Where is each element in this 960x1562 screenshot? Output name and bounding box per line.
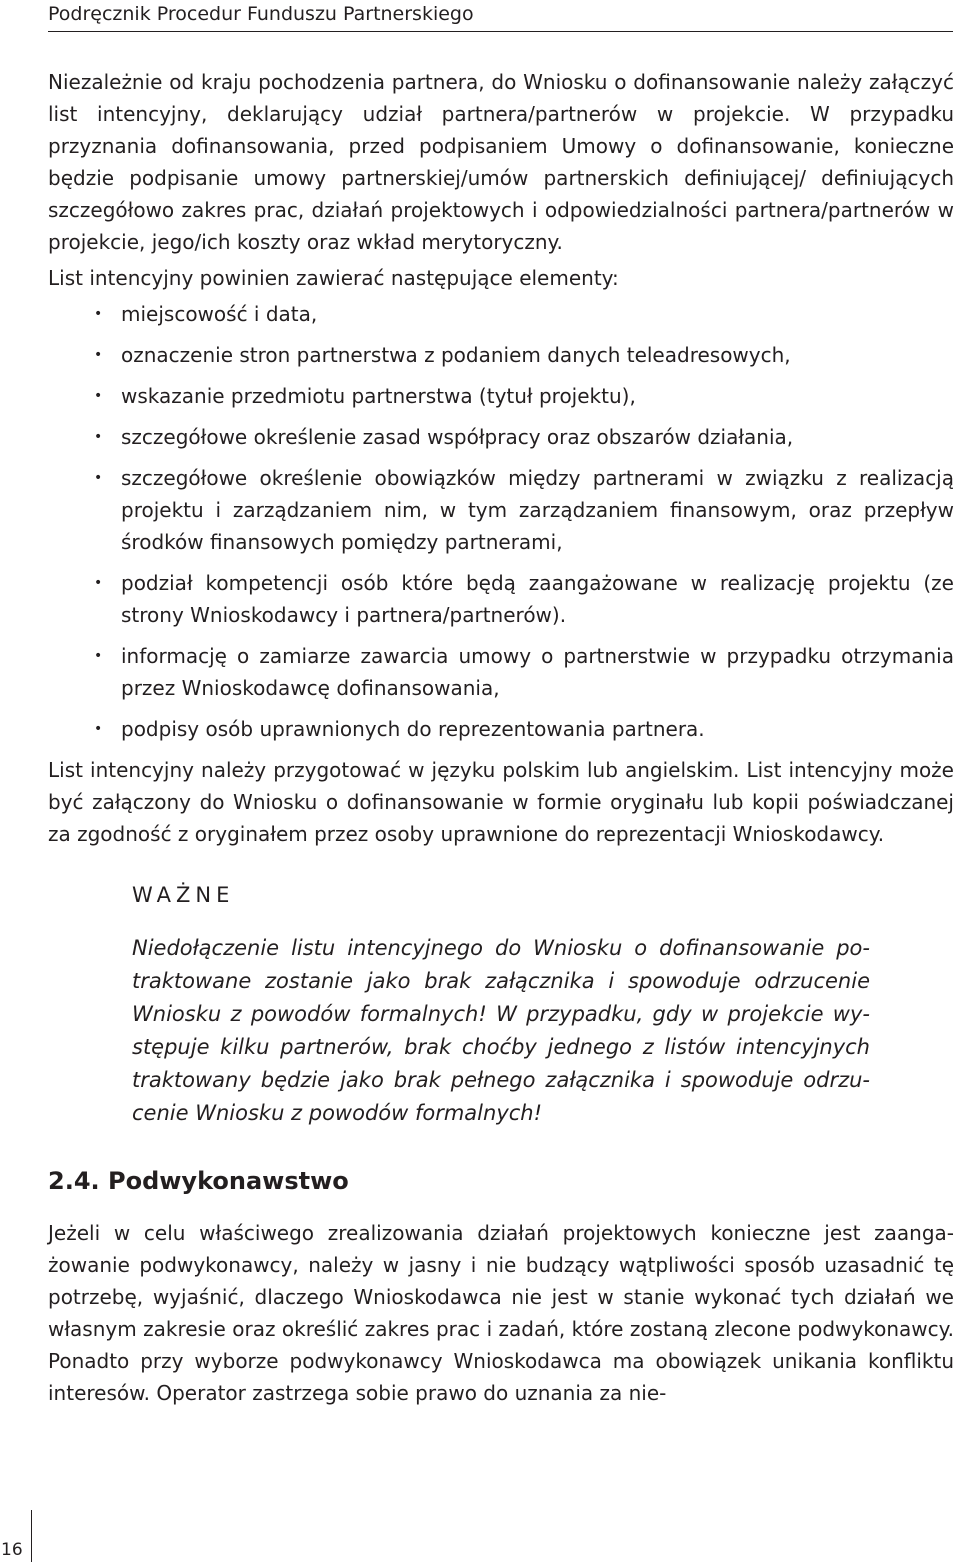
list-item xyxy=(48,567,954,631)
list-item-text: podział kompetencji osób które będą zaangażowane w realizację projektu (ze strony Wnioskodawcy i partnera/partnerów). xyxy=(121,571,954,627)
bullet-icon: • xyxy=(94,347,103,363)
running-header: Podręcznik Procedur Funduszu Partnerskiego xyxy=(48,3,474,25)
bullet-icon: • xyxy=(94,306,103,322)
section-heading: 2.4. Podwykonawstwo xyxy=(48,1167,349,1195)
page-number-rule xyxy=(31,1510,32,1562)
intro-paragraph: Niezależnie od kraju pochodzenia partnera, do Wniosku o dofinansowanie należy załączyć list intencyjny, deklarujący udział partnera/partnerów w projekcie. W przypadku przyznania dofinansowania, przed podpisaniem Umowy o dofinansowanie, konieczne będzie podpisanie umowy partnerskiej/umów partnerskich definiującej/ definiujących szczegółowo zakres prac, działań projektowych i odpowiedzialności partnera/partnerów w projekcie, jego/ich koszty oraz wkład merytoryczny. xyxy=(48,70,954,254)
list-item xyxy=(48,380,954,412)
main-content xyxy=(48,66,954,1409)
list-item xyxy=(48,339,954,371)
list-item-text: informację o zamiarze zawarcia umowy o partnerstwie w przypadku otrzymania przez Wnioskodawcę dofinansowania, xyxy=(121,644,954,700)
list-item-text: oznaczenie stron partnerstwa z podaniem danych teleadresowych, xyxy=(121,343,791,367)
list-item-text: szczegółowe określenie zasad współpracy oraz obszarów działania, xyxy=(121,425,794,449)
requirements-list xyxy=(48,298,954,745)
important-title: WAŻNE xyxy=(132,883,235,907)
bullet-icon: • xyxy=(94,470,103,486)
list-item xyxy=(48,462,954,558)
page-number: 16 xyxy=(1,1540,23,1560)
list-item xyxy=(48,640,954,704)
list-item xyxy=(48,298,954,330)
list-item xyxy=(48,713,954,745)
section-paragraph: Jeżeli w celu właściwego zrealizowania działań projektowych konieczne jest zaangażowanie podwykonawcy, należy w jasny i nie budzący wątpliwości sposób uzasadnić tę potrzebę, wyjaśnić, dlaczego Wnioskodawca nie jest w stanie wykonać tych działań we własnym zakresie oraz określić zakres prac i zadań, które zostaną zlecone podwykonawcy. Ponadto przy wyborze podwykonawcy Wnioskodawca ma obowiązek unikania konfliktu interesów. Operator zastrzega sobie prawo do uznania za nie- xyxy=(48,1221,954,1405)
list-item-text: miejscowość i data, xyxy=(121,302,318,326)
header-rule xyxy=(48,31,953,32)
important-text: Niedołączenie listu intencyjnego do Wniosku o dofinansowanie potraktowane zostanie jako brak załącznika i spowoduje odrzucenie Wniosku z powodów formalnych! W przypadku, gdy w projekcie występuje kilku partnerów, brak choćby jednego z listów intencyjnych traktowany będzie jako brak pełnego załącznika i spowoduje odrzucenie Wniosku z powodów formalnych! xyxy=(132,936,870,1125)
list-item xyxy=(48,421,954,453)
language-paragraph: List intencyjny należy przygotować w języku polskim lub angielskim. List intencyjny może być załączony do Wniosku o dofinansowanie w formie oryginału lub kopii poświadczanej za zgodność z oryginałem przez osoby uprawnione do reprezentacji Wnioskodawcy. xyxy=(48,758,954,846)
bullet-icon: • xyxy=(94,721,103,737)
bullet-icon: • xyxy=(94,429,103,445)
bullet-icon: • xyxy=(94,648,103,664)
list-item-text: podpisy osób uprawnionych do reprezentowania partnera. xyxy=(121,717,705,741)
list-item-text: wskazanie przedmiotu partnerstwa (tytuł projektu), xyxy=(121,384,636,408)
list-item-text: szczegółowe określenie obowiązków między partnerami w związku z realizacją projektu i zarządzaniem nim, w tym zarządzaniem finansowym, oraz przepływ środków finansowych pomiędzy partnerami, xyxy=(121,466,954,554)
bullet-icon: • xyxy=(94,575,103,591)
important-note xyxy=(48,880,870,1130)
bullet-icon: • xyxy=(94,388,103,404)
list-intro-paragraph: List intencyjny powinien zawierać następujące elementy: xyxy=(48,266,619,290)
